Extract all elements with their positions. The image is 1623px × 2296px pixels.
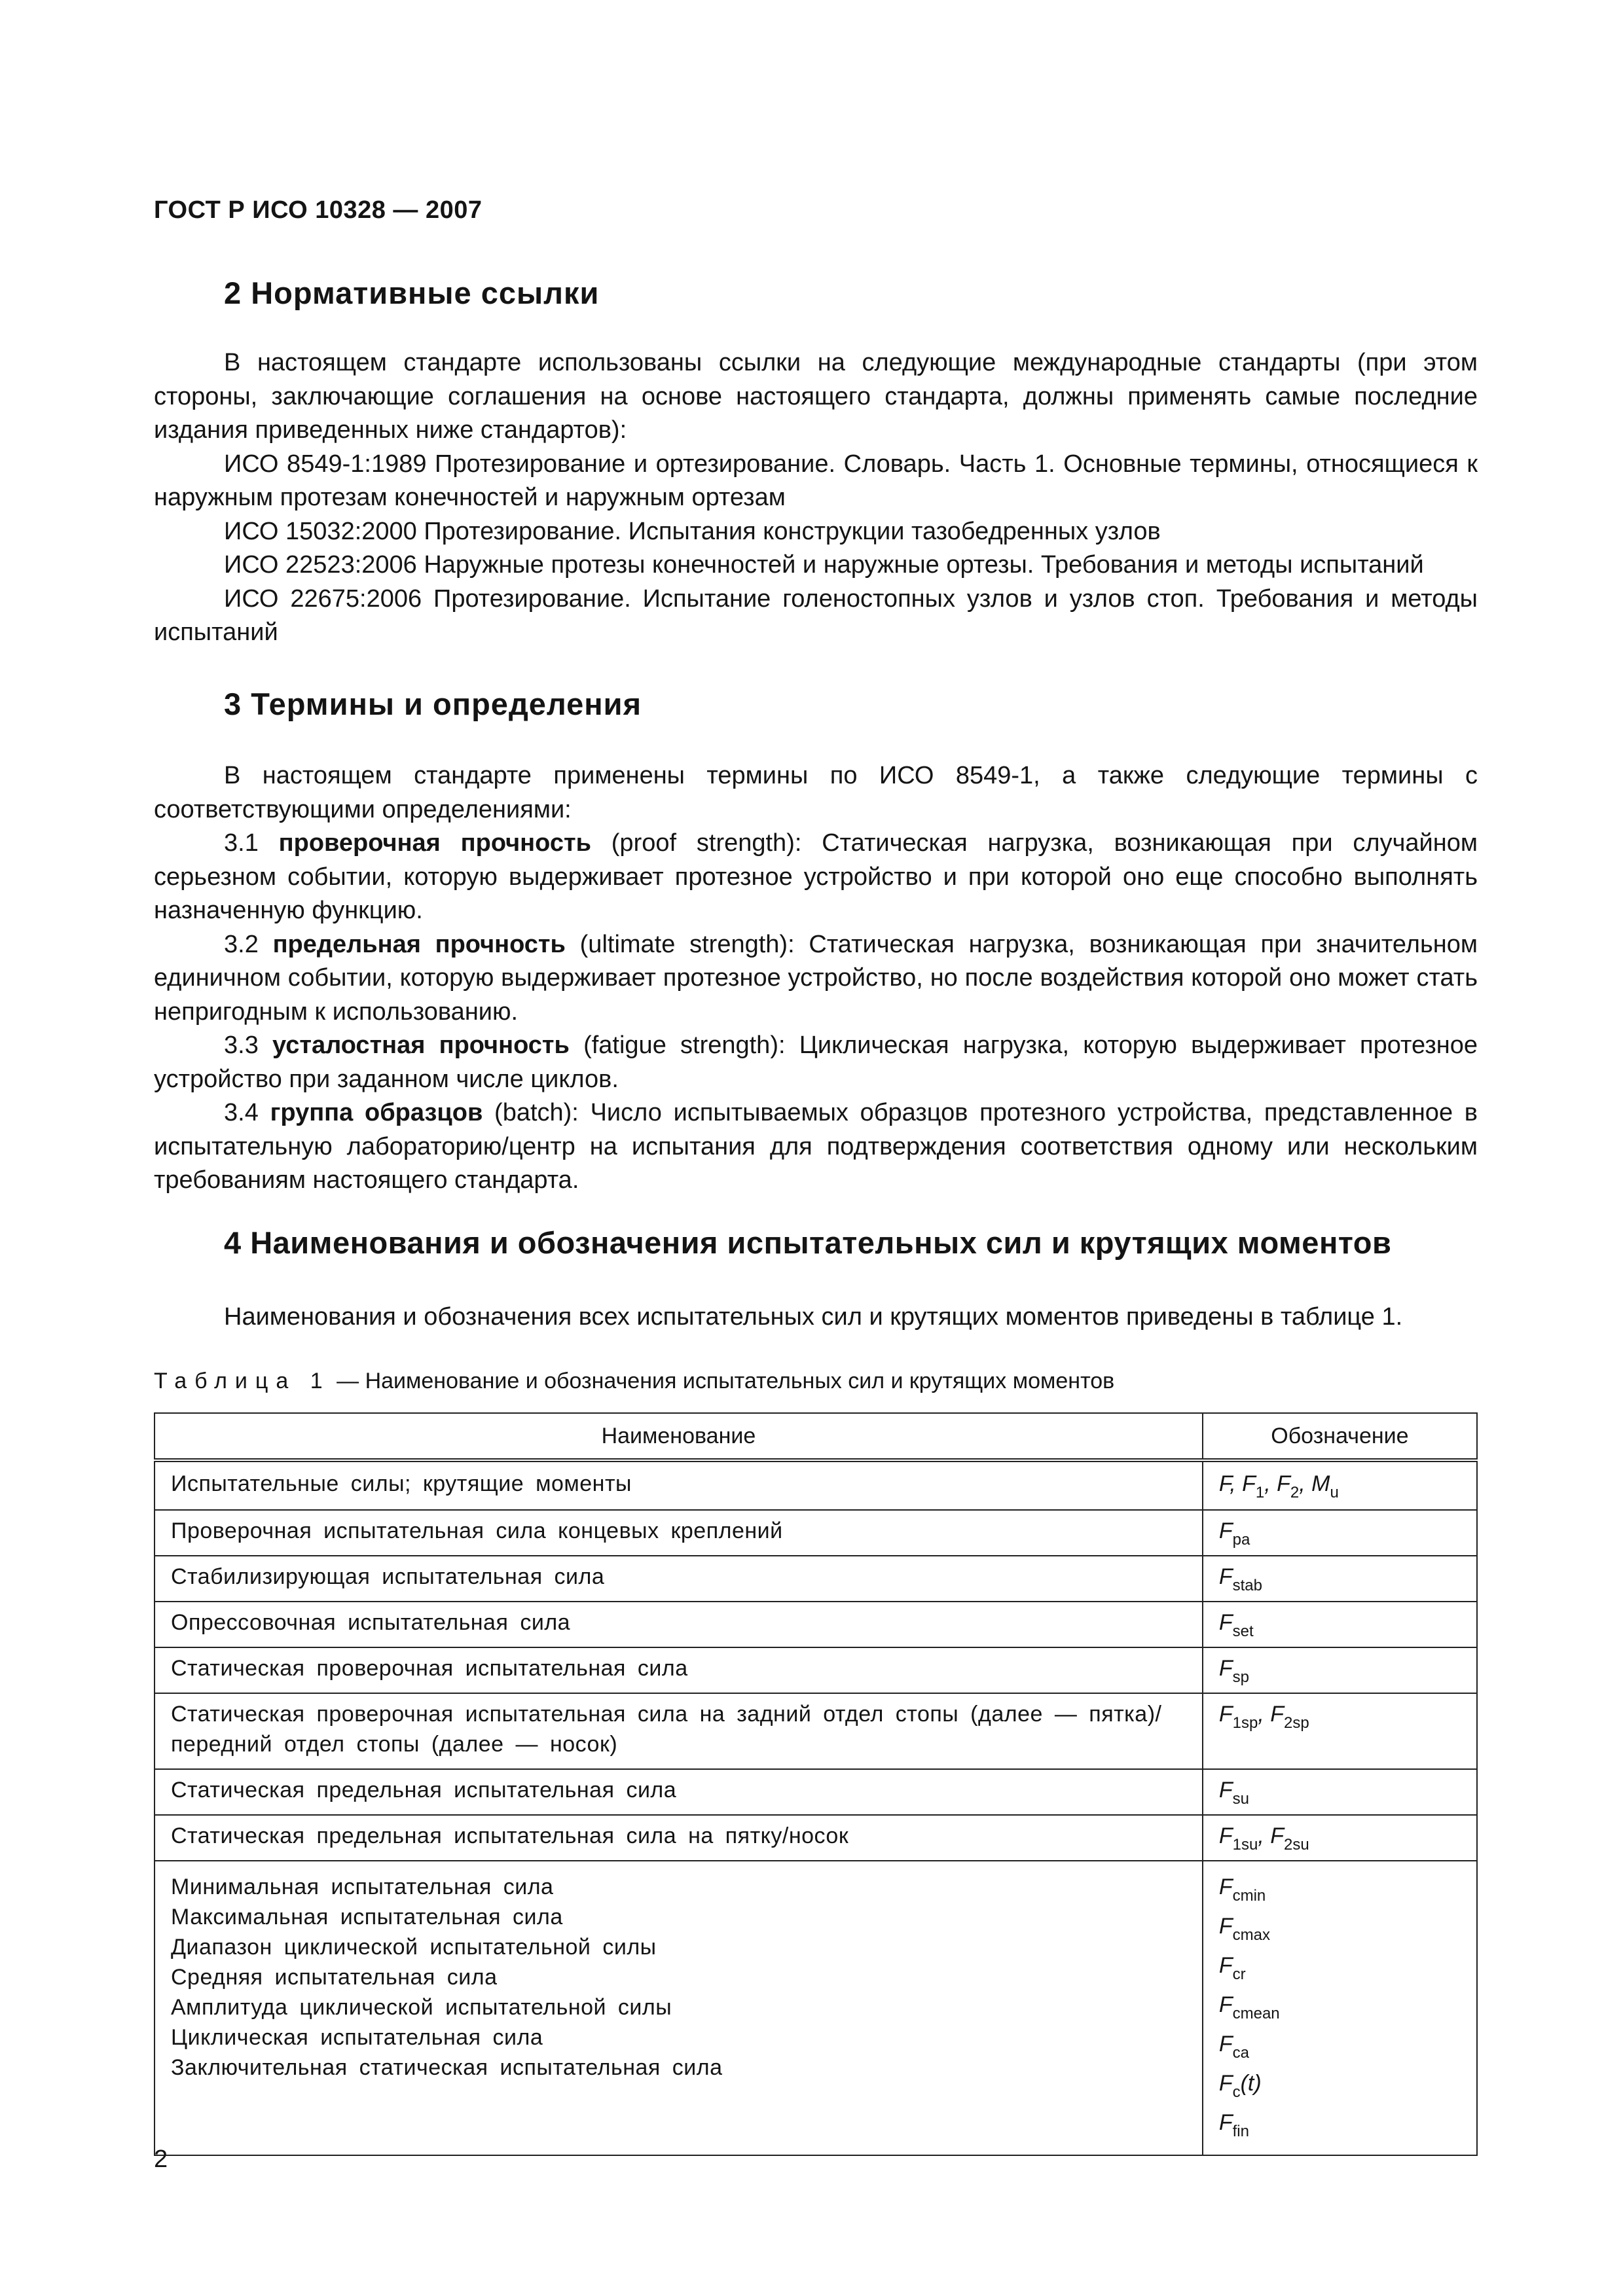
table-1 <box>154 1412 1478 2156</box>
name-cell: Статическая проверочная испытательная сила <box>155 1647 1203 1693</box>
page-number: 2 <box>154 2145 168 2173</box>
term-definition: 3.4 группа образцов (batch): Число испытываемых образцов протезного устройства, представленное в испытательную лабораторию/центр на испытания для подтверждения соответствия одному или нескольким требованиям настоящего стандарта. <box>154 1099 1478 1194</box>
table-row <box>155 1647 1477 1693</box>
name-cell: Опрессовочная испытательная сила <box>155 1602 1203 1647</box>
paragraph: В настоящем стандарте применены термины по ИСО 8549-1, а также следующие термины с соответствующими определениями: <box>154 762 1478 823</box>
section-heading: 4 Наименования и обозначения испытательных сил и крутящих моментов <box>224 1225 1392 1260</box>
symbol-cell: $F_{1su}$, $F_{2su}$ <box>1203 1815 1477 1861</box>
name-cell: Статическая проверочная испытательная сила на задний отдел стопы (далее — пятка)/ передний отдел стопы (далее — носок) <box>155 1693 1203 1769</box>
section-heading: 3 Термины и определения <box>224 687 642 721</box>
reference-item: ИСО 15032:2000 Протезирование. Испытания конструкции тазобедренных узлов <box>224 517 1161 545</box>
symbol-cell: $F_{cmin}$ $F_{cmax}$ $F_{cr}$ $F_{cmean}$ $F_{ca}$ $F_c(t)$ $F_{fin}$ <box>1203 1861 1477 2155</box>
symbol-cell: $F_{1sp}$, $F_{2sp}$ <box>1203 1693 1477 1769</box>
section-forces-moments <box>154 1225 1478 1335</box>
table-row <box>155 1510 1477 1556</box>
table-row <box>155 1769 1477 1815</box>
term: усталостная прочность <box>272 1031 570 1059</box>
term-definition: 3.2 предельная прочность (ultimate strength): Статическая нагрузка, возникающая при значительном единичном событии, которую выдерживает протезное устройство, но после воздействия которой оно может стать непригодным к использованию. <box>154 930 1478 1026</box>
paragraph: Наименования и обозначения всех испытательных сил и крутящих моментов приведены в таблице 1. <box>224 1303 1403 1331</box>
symbol-cell: $F_{pa}$ <box>1203 1510 1477 1556</box>
name-cell: Проверочная испытательная сила концевых креплений <box>155 1510 1203 1556</box>
column-header-symbol: Обозначение <box>1203 1413 1477 1460</box>
term: группа образцов <box>270 1099 483 1126</box>
name-cell: Статическая предельная испытательная сила <box>155 1769 1203 1815</box>
name-cell: Минимальная испытательная сила Максимальная испытательная сила Диапазон циклической испытательной силы Средняя испытательная сила Амплитуда циклической испытательной силы Циклическая испытательная сила Заключительная статическая испытательная сила <box>155 1861 1203 2155</box>
name-cell: Статическая предельная испытательная сила на пятку/носок <box>155 1815 1203 1861</box>
reference-item: ИСО 8549-1:1989 Протезирование и ортезирование. Словарь. Часть 1. Основные термины, относящиеся к наружным протезам конечностей и наружным ортезам <box>154 450 1478 511</box>
section-terms-definitions <box>154 686 1478 1198</box>
table-caption: Таблица 1 — Наименование и обозначения испытательных сил и крутящих моментов <box>154 1369 1115 1393</box>
section-normative-references <box>154 275 1478 650</box>
table-row <box>155 1556 1477 1602</box>
symbol-cell: $F_{sp}$ <box>1203 1647 1477 1693</box>
term: проверочная прочность <box>278 829 591 857</box>
table-row <box>155 1693 1477 1769</box>
section-heading: 2 Нормативные ссылки <box>224 276 600 310</box>
term: предельная прочность <box>272 930 566 958</box>
symbol-cell: F, $F_1$, $F_2$, $M_u$ <box>1203 1460 1477 1510</box>
table-row <box>155 1602 1477 1647</box>
term-definition: 3.3 усталостная прочность (fatigue strength): Циклическая нагрузка, которую выдерживает протезное устройство при заданном числе циклов. <box>154 1031 1478 1093</box>
term-definition: 3.1 проверочная прочность (proof strength): Статическая нагрузка, возникающая при случайном серьезном событии, которую выдерживает протезное устройство и при которой оно еще способно выполнять назначенную функцию. <box>154 829 1478 924</box>
document-header: ГОСТ Р ИСО 10328 — 2007 <box>154 196 483 224</box>
reference-item: ИСО 22675:2006 Протезирование. Испытание голеностопных узлов и узлов стоп. Требования и методы испытаний <box>154 584 1478 646</box>
name-cell: Стабилизирующая испытательная сила <box>155 1556 1203 1602</box>
column-header-name: Наименование <box>155 1413 1203 1460</box>
reference-item: ИСО 22523:2006 Наружные протезы конечностей и наружные ортезы. Требования и методы испытаний <box>224 551 1424 579</box>
symbol-cell: $F_{stab}$ <box>1203 1556 1477 1602</box>
table-row <box>155 1861 1477 2155</box>
table-row <box>155 1815 1477 1861</box>
symbol-cell: $F_{su}$ <box>1203 1769 1477 1815</box>
symbol-cell: $F_{set}$ <box>1203 1602 1477 1647</box>
table-row <box>155 1460 1477 1510</box>
name-cell: Испытательные силы; крутящие моменты <box>155 1460 1203 1510</box>
paragraph: В настоящем стандарте использованы ссылки на следующие международные стандарты (при этом стороны, заключающие соглашения на основе настоящего стандарта, должны применять самые последние издания приведенных ниже стандартов): <box>154 349 1478 444</box>
